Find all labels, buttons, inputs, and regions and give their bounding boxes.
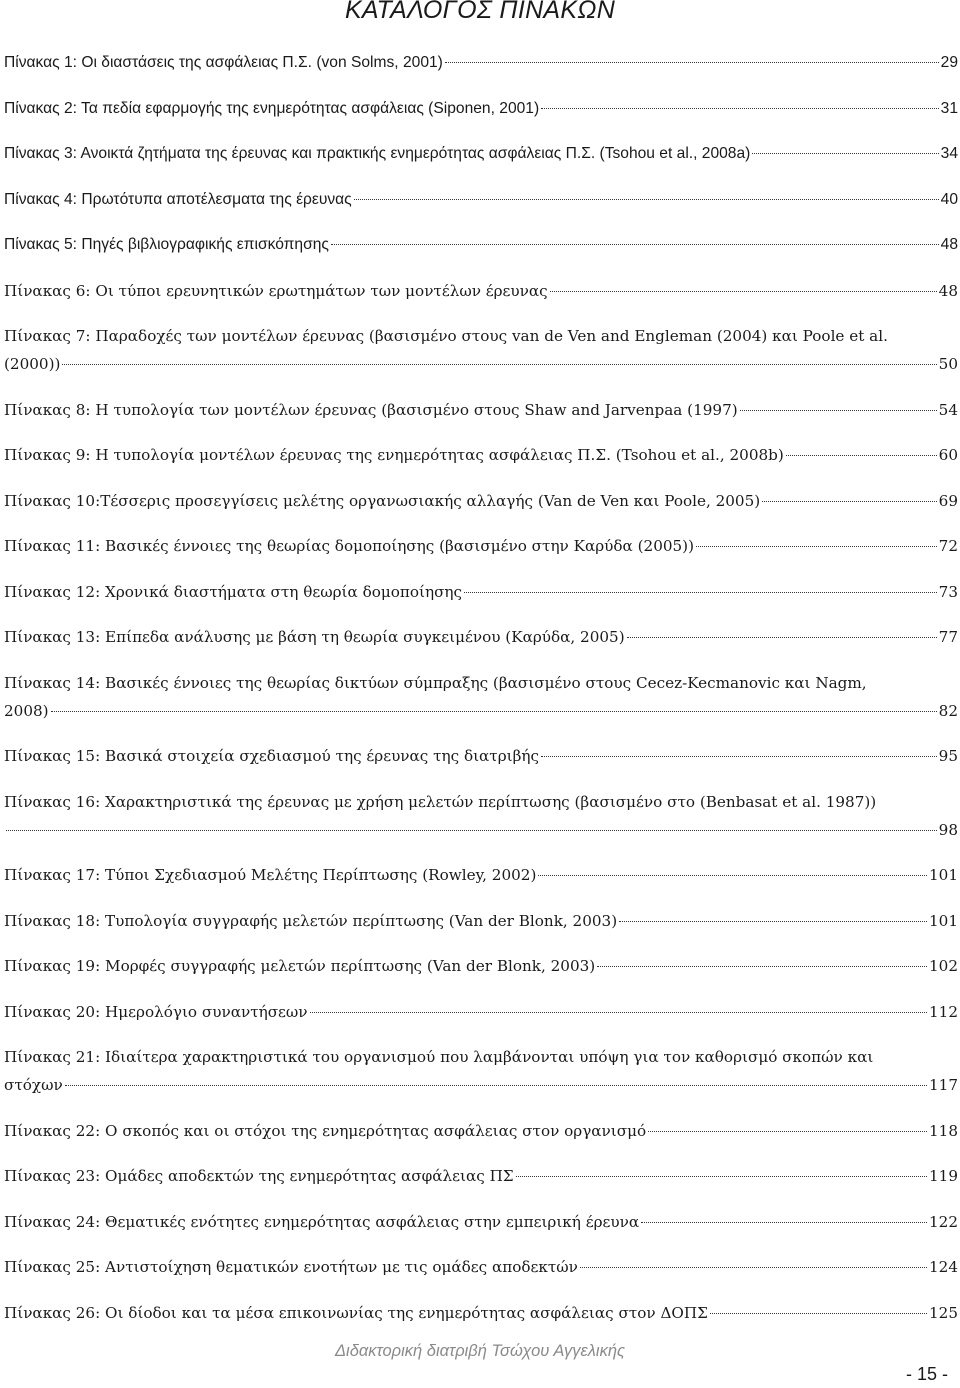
toc-entry[interactable] xyxy=(4,186,958,214)
toc-entry-text: Πίνακας 13: Επίπεδα ανάλυσης με βάση τη θεωρία συγκειμένου (Καρύδα, 2005) xyxy=(4,628,625,646)
dot-leader xyxy=(550,291,937,292)
toc-entry-page: 122 xyxy=(929,1212,958,1231)
toc-entry-first-line: Πίνακας 16: Χαρακτηριστικά της έρευνας με χρήση μελετών περίπτωσης (βασισμένο στο (Benbasat et al. 1987)) xyxy=(4,792,877,811)
toc-entry-page: 118 xyxy=(929,1121,958,1140)
toc-entry-text: Πίνακας 17: Τύποι Σχεδιασμού Μελέτης Περίπτωσης (Rowley, 2002) xyxy=(4,866,537,884)
toc-entry-page: 95 xyxy=(938,747,958,765)
dot-leader xyxy=(516,1176,927,1177)
dot-leader xyxy=(6,830,937,831)
dot-leader xyxy=(331,244,939,245)
toc-entry-first-line: Πίνακας 7: Παραδοχές των μοντέλων έρευνας (βασισμένο στους van de Ven and Engleman (2004) και Poole et al. xyxy=(4,327,888,345)
toc-entry-page: 102 xyxy=(929,957,958,975)
dot-leader xyxy=(786,455,937,456)
toc-entry-text: Πίνακας 3: Ανοικτά ζητήματα της έρευνας και πρακτικής ενημερότητας ασφάλειας Π.Σ. (Tsohou et al., 2008a) xyxy=(4,145,751,162)
toc-entry[interactable] xyxy=(4,1208,958,1236)
toc-entry-text: Πίνακας 9: Η τυπολογία μοντέλων έρευνας της ενημερότητας ασφάλειας Π.Σ. (Tsohou et al., 2008b) xyxy=(4,446,784,464)
toc-entry-text: Πίνακας 15: Βασικά στοιχεία σχεδιασμού της έρευνας της διατριβής xyxy=(4,747,539,765)
toc-entry[interactable] xyxy=(4,277,958,305)
toc-entry-page: 124 xyxy=(929,1258,958,1276)
toc-entry[interactable] xyxy=(4,532,958,560)
toc-entry[interactable] xyxy=(4,231,958,259)
toc-entry[interactable] xyxy=(4,907,958,935)
toc-entry-text: Πίνακας 6: Οι τύποι ερευνητικών ερωτημάτων των μοντέλων έρευνας xyxy=(4,281,548,300)
dot-leader xyxy=(648,1131,927,1132)
dot-leader xyxy=(310,1012,927,1013)
dot-leader xyxy=(762,501,936,502)
toc-entry[interactable] xyxy=(4,487,958,515)
toc-entry[interactable] xyxy=(4,1299,958,1327)
toc-entry-page: 101 xyxy=(929,866,958,884)
dot-leader xyxy=(627,637,937,638)
toc-entry-text: Πίνακας 20: Ημερολόγιο συναντήσεων xyxy=(4,1002,308,1021)
dot-leader xyxy=(619,921,927,922)
toc-entry[interactable] xyxy=(4,1043,958,1099)
toc-entry[interactable] xyxy=(4,952,958,980)
toc-entry-page: 29 xyxy=(940,54,958,71)
toc-entry-text: Πίνακας 25: Αντιστοίχηση θεματικών ενοτήτων με τις ομάδες αποδεκτών xyxy=(4,1258,578,1276)
table-of-tables xyxy=(4,49,958,1344)
toc-entry-text: Πίνακας 2: Τα πεδία εφαρμογής της ενημερότητας ασφάλειας (Siponen, 2001) xyxy=(4,99,540,117)
toc-entry[interactable] xyxy=(4,788,958,844)
dot-leader xyxy=(541,756,937,757)
toc-entry-page: 48 xyxy=(938,281,958,300)
toc-entry[interactable] xyxy=(4,1117,958,1145)
toc-entry-text: Πίνακας 22: Ο σκοπός και οι στόχοι της ενημερότητας ασφάλειας στον οργανισμό xyxy=(4,1121,647,1140)
toc-entry-first-line: Πίνακας 21: Ιδιαίτερα χαρακτηριστικά του οργανισμού που λαμβάνονται υπόψη για τον καθορισμό σκοπών και xyxy=(4,1048,874,1066)
dot-leader xyxy=(541,108,938,109)
toc-entry[interactable] xyxy=(4,322,958,378)
toc-entry-text: Πίνακας 8: Η τυπολογία των μοντέλων έρευνας (βασισμένο στους Shaw and Jarvenpaa (1997) xyxy=(4,400,738,419)
dot-leader xyxy=(597,966,927,967)
page-number: - 15 - xyxy=(905,1364,948,1384)
dot-leader xyxy=(62,364,936,365)
toc-entry-text: Πίνακας 1: Οι διαστάσεις της ασφάλειας Π.Σ. (von Solms, 2001) xyxy=(4,54,443,71)
toc-entry[interactable] xyxy=(4,140,958,168)
dot-leader xyxy=(710,1313,927,1314)
toc-entry-text: Πίνακας 5: Πηγές βιβλιογραφικής επισκόπησης xyxy=(4,236,329,253)
dot-leader xyxy=(740,410,937,411)
toc-entry[interactable] xyxy=(4,396,958,424)
toc-entry-page: 60 xyxy=(938,446,958,464)
toc-entry-page: 54 xyxy=(938,400,958,419)
toc-entry-text: Πίνακας 26: Οι δίοδοι και τα μέσα επικοινωνίας της ενημερότητας ασφάλειας στον ΔΟΠΣ xyxy=(4,1303,708,1322)
footer-text: Διδακτορική διατριβή Τσώχου Αγγελικής xyxy=(334,1342,626,1360)
toc-entry-page: 98 xyxy=(938,820,958,839)
toc-entry-text: Πίνακας 4: Πρωτότυπα αποτέλεσματα της έρευνας xyxy=(4,190,352,208)
toc-entry-page: 82 xyxy=(938,701,958,720)
toc-entry-page: 117 xyxy=(929,1076,958,1094)
toc-entry[interactable] xyxy=(4,49,958,77)
toc-entry[interactable] xyxy=(4,623,958,651)
toc-entry-page: 101 xyxy=(929,911,958,930)
dot-leader xyxy=(641,1222,927,1223)
toc-entry-text: 2008) xyxy=(4,701,49,720)
toc-entry[interactable] xyxy=(4,1162,958,1190)
toc-entry-page: 112 xyxy=(929,1002,958,1021)
toc-entry[interactable] xyxy=(4,441,958,469)
toc-entry-page: 50 xyxy=(938,355,958,373)
toc-entry-text: Πίνακας 10:Τέσσερις προσεγγίσεις μελέτης οργανωσιακής αλλαγής (Van de Ven και Poole, 2005) xyxy=(4,491,761,510)
toc-entry[interactable] xyxy=(4,742,958,770)
toc-entry-text: Πίνακας 23: Ομάδες αποδεκτών της ενημερότητας ασφάλειας ΠΣ xyxy=(4,1167,514,1185)
toc-entry-page: 72 xyxy=(938,537,958,555)
toc-entry-text: Πίνακας 24: Θεματικές ενότητες ενημερότητας ασφάλειας στην εμπειρική έρευνα xyxy=(4,1212,640,1231)
toc-entry-text: Πίνακας 11: Βασικές έννοιες της θεωρίας δομοποίησης (βασισμένο στην Καρύδα (2005)) xyxy=(4,537,695,555)
toc-entry-text: Πίνακας 19: Μορφές συγγραφής μελετών περίπτωσης (Van der Blonk, 2003) xyxy=(4,957,596,975)
toc-entry-text: στόχων xyxy=(4,1076,63,1094)
toc-entry-first-line: Πίνακας 14: Βασικές έννοιες της θεωρίας δικτύων σύμπραξης (βασισμένο στους Cecez-Kecmanovic και Nagm, xyxy=(4,673,867,692)
toc-entry-page: 119 xyxy=(929,1167,958,1185)
toc-entry[interactable] xyxy=(4,578,958,606)
toc-entry-text: Πίνακας 12: Χρονικά διαστήματα στη θεωρία δομοποίησης xyxy=(4,582,463,601)
dot-leader xyxy=(445,62,939,63)
toc-entry-page: 125 xyxy=(929,1303,958,1322)
dot-leader xyxy=(696,546,937,547)
dot-leader xyxy=(538,875,927,876)
toc-entry-page: 40 xyxy=(940,190,958,208)
dot-leader xyxy=(65,1085,927,1086)
toc-entry[interactable] xyxy=(4,1253,958,1281)
toc-entry[interactable] xyxy=(4,95,958,123)
toc-entry[interactable] xyxy=(4,861,958,889)
dot-leader xyxy=(354,199,939,200)
dot-leader xyxy=(752,153,938,154)
toc-entry-page: 48 xyxy=(940,236,958,253)
toc-entry-text: (2000)) xyxy=(4,355,61,373)
dot-leader xyxy=(51,711,937,712)
dot-leader xyxy=(464,592,937,593)
toc-entry[interactable] xyxy=(4,998,958,1026)
dot-leader xyxy=(580,1267,927,1268)
toc-entry-page: 73 xyxy=(938,582,958,601)
toc-entry-page: 77 xyxy=(938,628,958,646)
toc-entry-text: Πίνακας 18: Τυπολογία συγγραφής μελετών περίπτωσης (Van der Blonk, 2003) xyxy=(4,911,618,930)
toc-entry[interactable] xyxy=(4,669,958,725)
page-title: ΚΑΤΑΛΟΓΟΣ ΠΙΝΑΚΩΝ xyxy=(344,0,616,24)
toc-entry-page: 34 xyxy=(940,145,958,162)
toc-entry-page: 69 xyxy=(938,491,958,510)
toc-entry-page: 31 xyxy=(940,99,958,117)
